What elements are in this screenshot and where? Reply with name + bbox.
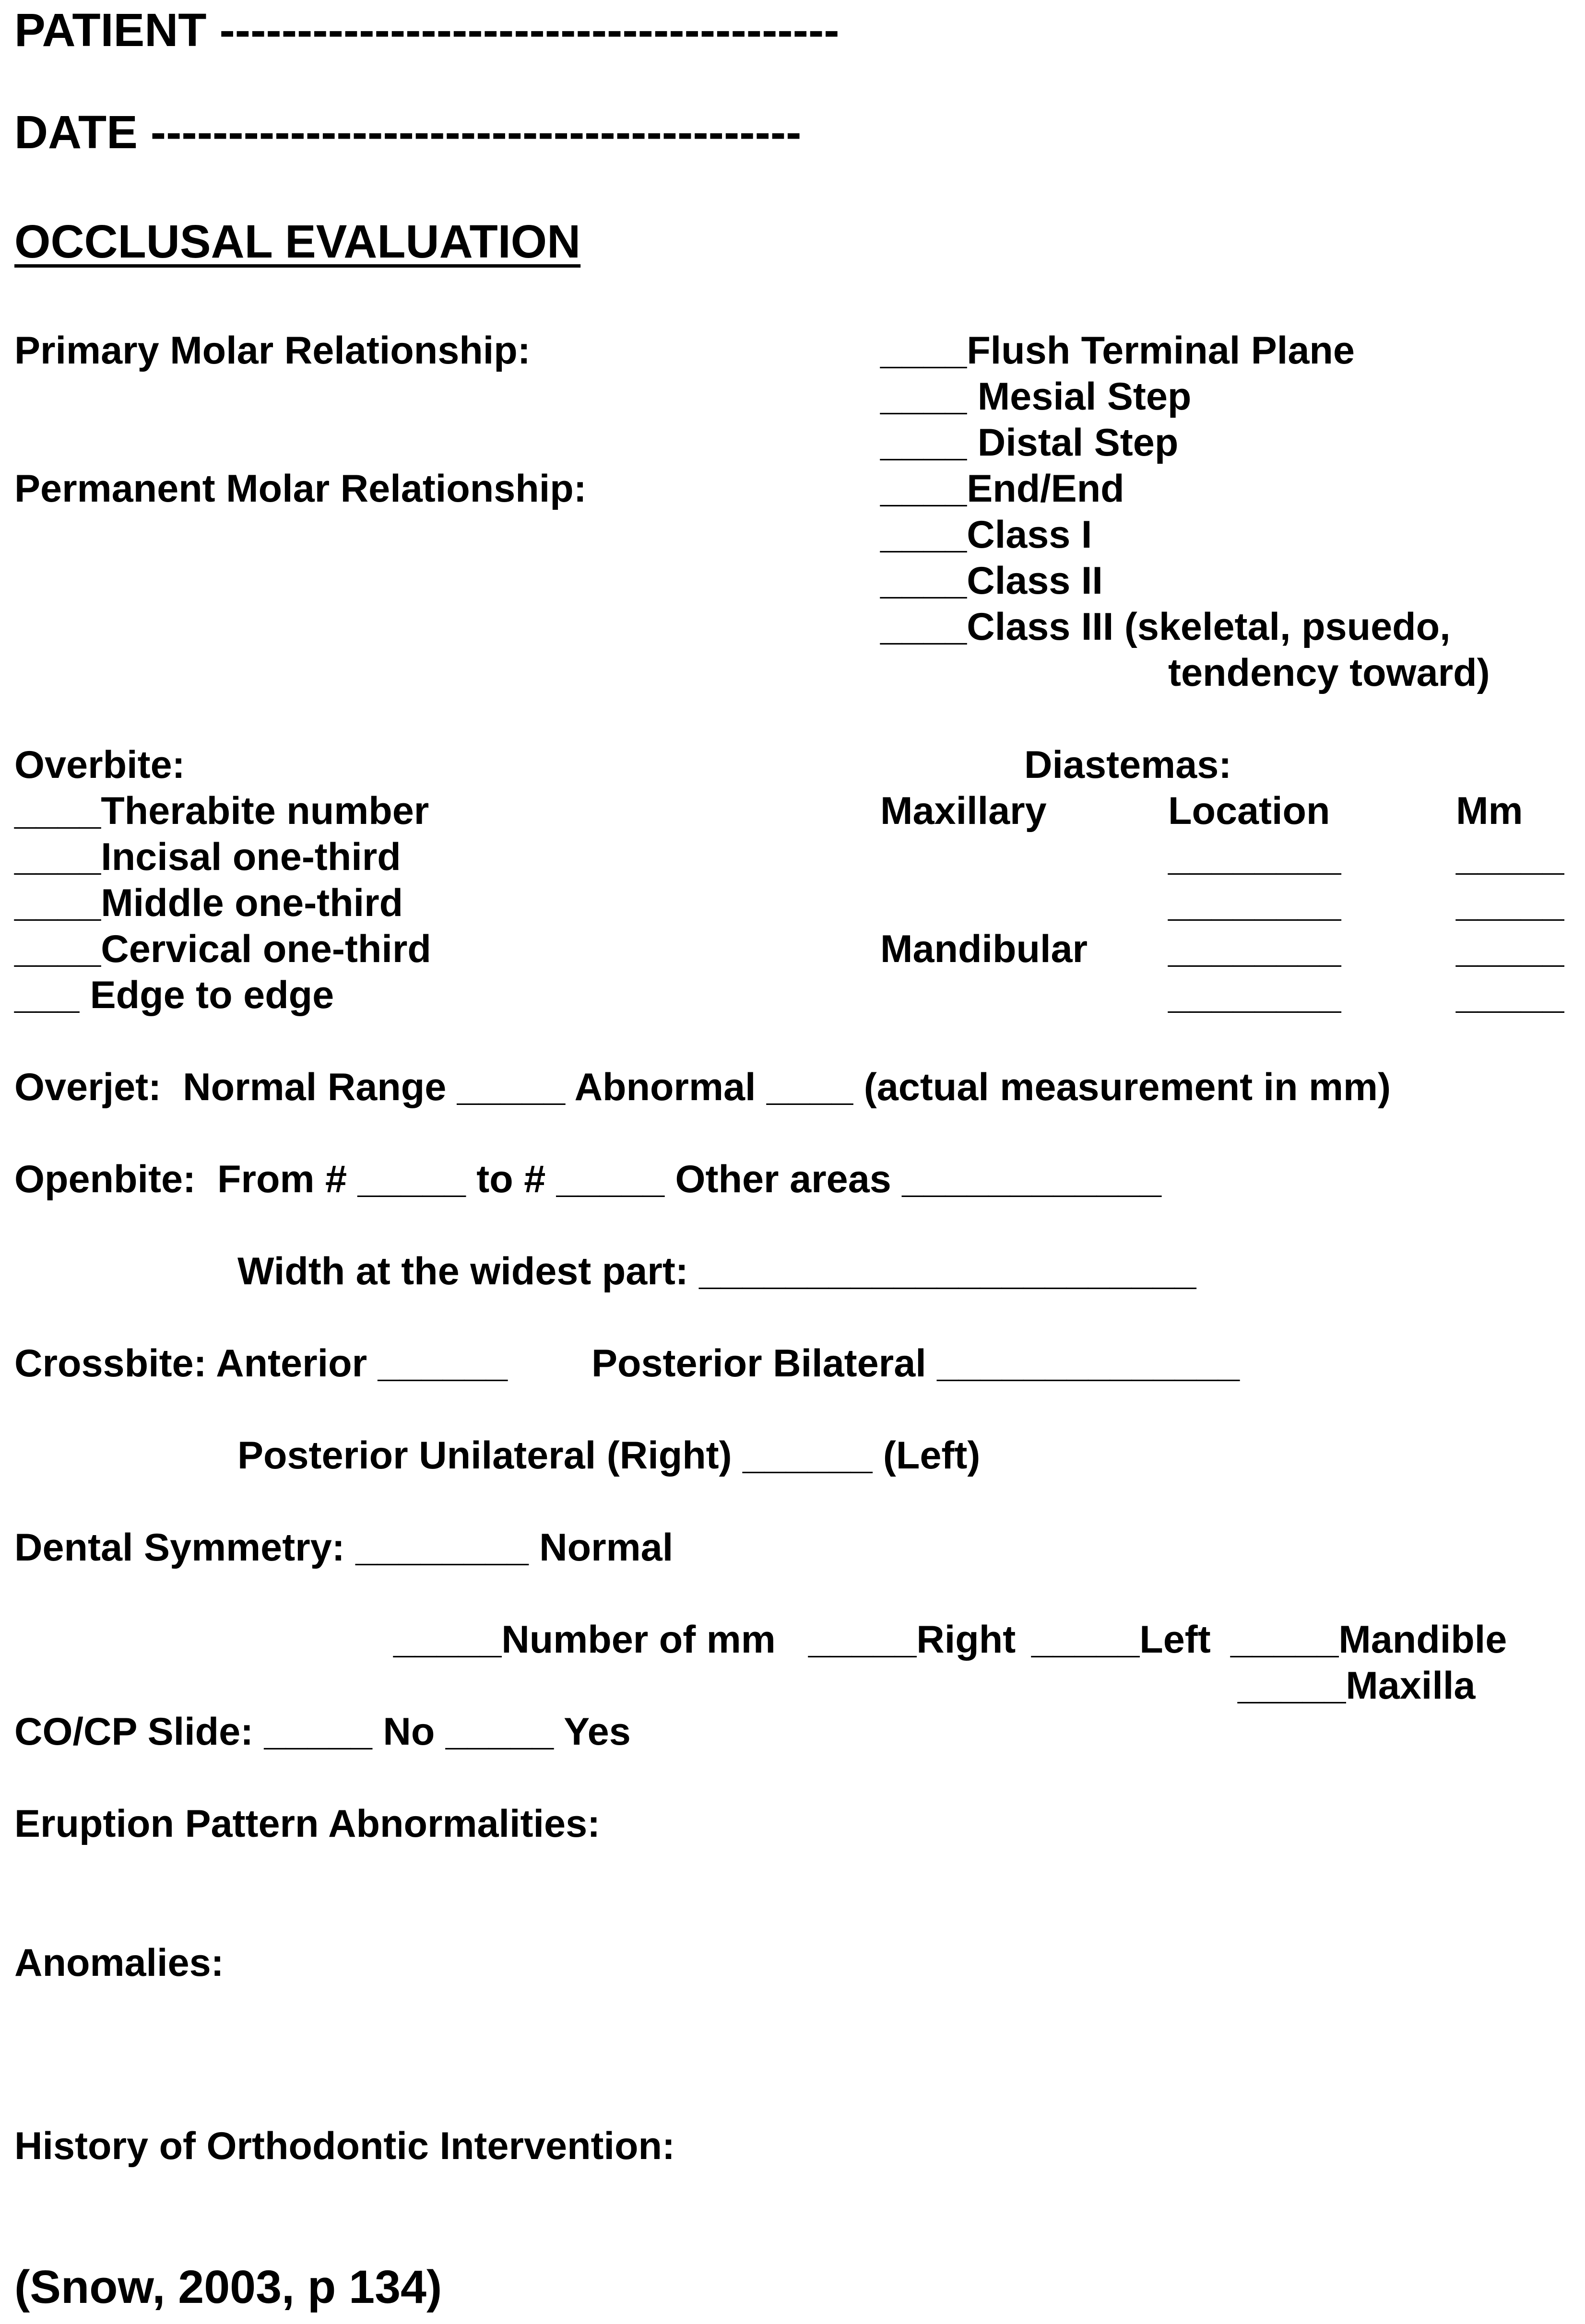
option-class-ii[interactable]: ____Class II [880,559,1103,602]
location-blank[interactable]: ________ [1168,881,1341,925]
mm-blank[interactable]: _____ [1456,974,1564,1017]
option-flush-terminal-plane[interactable]: ____Flush Terminal Plane [880,329,1355,372]
location-blank[interactable]: ________ [1168,974,1341,1017]
maxilla-field[interactable]: _____Maxilla [1238,1664,1476,1707]
crossbite-anterior[interactable]: Crossbite: Anterior ______ [14,1342,508,1385]
maxillary-label: Maxillary [880,789,1047,833]
page-title: OCCLUSAL EVALUATION [14,215,581,268]
openbite-line[interactable]: Openbite: From # _____ to # _____ Other areas ____________ [14,1158,1161,1201]
date-field[interactable]: DATE ------------------------------------------ [14,106,802,158]
permanent-molar-label: Permanent Molar Relationship: [14,467,587,510]
primary-molar-label: Primary Molar Relationship: [14,329,531,372]
location-header: Location [1168,789,1330,833]
mm-header: Mm [1456,789,1523,833]
mandible-field[interactable]: _____Mandible [1230,1618,1507,1661]
eruption-pattern-label: Eruption Pattern Abnormalities: [14,1802,601,1845]
mandibular-label: Mandibular [880,927,1088,971]
option-middle-one-third[interactable]: ____Middle one-third [14,881,403,925]
mm-blank[interactable]: _____ [1456,927,1564,971]
option-therabite-number[interactable]: ____Therabite number [14,789,429,833]
co-cp-slide-line[interactable]: CO/CP Slide: _____ No _____ Yes [14,1710,631,1753]
left-field[interactable]: _____Left [1031,1618,1211,1661]
patient-field[interactable]: PATIENT ---------------------------------------- [14,4,840,56]
number-of-mm-field[interactable]: _____Number of mm [393,1618,776,1661]
mm-blank[interactable]: _____ [1456,835,1564,879]
option-distal-step[interactable]: ____ Distal Step [880,421,1179,464]
right-field[interactable]: _____Right [808,1618,1016,1661]
option-class-i[interactable]: ____Class I [880,513,1092,556]
citation: (Snow, 2003, p 134) [14,2261,442,2313]
option-cervical-one-third[interactable]: ____Cervical one-third [14,927,431,971]
option-end-end[interactable]: ____End/End [880,467,1124,510]
option-mesial-step[interactable]: ____ Mesial Step [880,375,1192,418]
crossbite-posterior-bilateral[interactable]: Posterior Bilateral ______________ [591,1342,1240,1385]
option-class-iii[interactable]: ____Class III (skeletal, psuedo, [880,605,1451,648]
orthodontic-history-label: History of Orthodontic Intervention: [14,2124,675,2168]
diastemas-label: Diastemas: [1024,743,1232,786]
option-edge-to-edge[interactable]: ___ Edge to edge [14,974,334,1017]
openbite-width-line[interactable]: Width at the widest part: _______________________ [237,1250,1196,1293]
anomalies-label: Anomalies: [14,1941,224,1984]
class-iii-continuation: tendency toward) [1168,651,1490,694]
option-incisal-one-third[interactable]: ____Incisal one-third [14,835,401,879]
location-blank[interactable]: ________ [1168,835,1341,879]
location-blank[interactable]: ________ [1168,927,1341,971]
overbite-label: Overbite: [14,743,185,786]
overjet-line[interactable]: Overjet: Normal Range _____ Abnormal ____ (actual measurement in mm) [14,1066,1391,1109]
dental-symmetry-line[interactable]: Dental Symmetry: ________ Normal [14,1526,674,1569]
crossbite-posterior-unilateral[interactable]: Posterior Unilateral (Right) ______ (Left) [237,1434,981,1477]
mm-blank[interactable]: _____ [1456,881,1564,925]
